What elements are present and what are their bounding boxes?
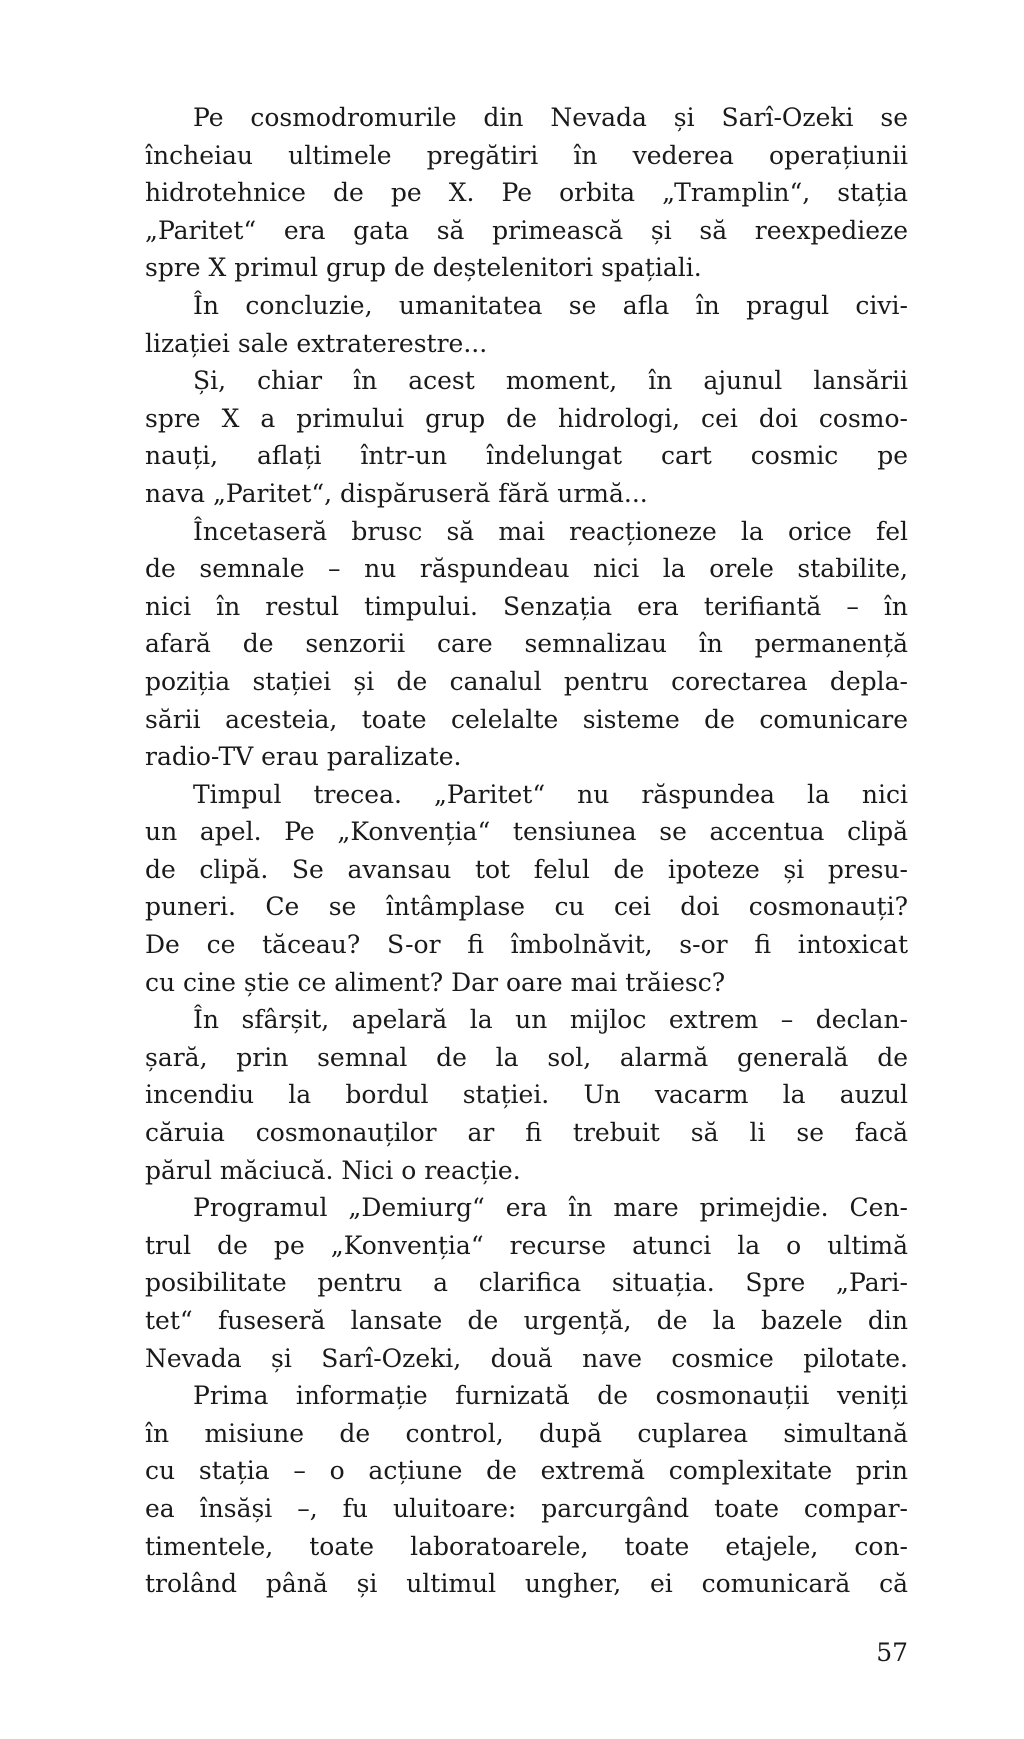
- text-line: incendiu la bordul stației. Un vacarm la auzul: [145, 1080, 908, 1110]
- text-line: Nevada și Sarî-Ozeki, două nave cosmice pilotate.: [145, 1343, 908, 1373]
- text-line: ea însăși –, fu uluitoare: parcurgând toate compar-: [145, 1493, 908, 1523]
- text-line: De ce tăceau? S-or fi îmbolnăvit, s-or fi intoxicat: [145, 930, 908, 960]
- text-line: Încetaseră brusc să mai reacționeze la orice fel: [193, 516, 908, 546]
- text-line: cu stația – o acțiune de extremă complexitate prin: [145, 1456, 908, 1486]
- text-line: de semnale – nu răspundeau nici la orele stabilite,: [145, 554, 908, 584]
- text-line: spre X primul grup de deștelenitori spațiali.: [145, 253, 702, 283]
- text-line: trolând până și ultimul ungher, ei comunicară că: [145, 1569, 908, 1599]
- text-line: Prima informație furnizată de cosmonauții veniți: [193, 1381, 908, 1411]
- text-line: în misiune de control, după cuplarea simultană: [145, 1418, 908, 1448]
- text-line: Timpul trecea. „Paritet“ nu răspundea la nici: [193, 779, 908, 809]
- text-line: poziția stației și de canalul pentru corectarea depla-: [145, 666, 908, 696]
- text-line: În concluzie, umanitatea se afla în pragul civi-: [193, 290, 908, 320]
- text-line: căruia cosmonauților ar fi trebuit să li se facă: [145, 1118, 908, 1148]
- text-line: lizației sale extraterestre...: [145, 328, 488, 358]
- text-line: nauți, aflați într-un îndelungat cart cosmic pe: [145, 441, 908, 471]
- text-line: spre X a primului grup de hidrologi, cei doi cosmo-: [145, 403, 908, 433]
- text-line: cu cine știe ce aliment? Dar oare mai trăiesc?: [145, 967, 726, 997]
- paragraph: [145, 776, 908, 1002]
- body-text: [145, 99, 908, 1603]
- text-line: timentele, toate laboratoarele, toate etajele, con-: [145, 1531, 908, 1561]
- paragraph: [145, 1189, 908, 1377]
- text-line: Pe cosmodromurile din Nevada și Sarî-Ozeki se: [193, 103, 908, 132]
- text-line: încheiau ultimele pregătiri în vederea operațiunii: [145, 140, 908, 170]
- text-line: În sfârșit, apelară la un mijloc extrem – declan-: [193, 1005, 908, 1035]
- text-line: tet“ fuseseră lansate de urgență, de la bazele din: [145, 1306, 908, 1335]
- paragraph: [145, 362, 908, 512]
- text-line: radio-TV erau paralizate.: [145, 742, 462, 772]
- text-line: sării acesteia, toate celelalte sisteme de comunicare: [145, 704, 908, 734]
- text-line: de clipă. Se avansau tot felul de ipoteze și presu-: [145, 854, 908, 884]
- text-line: Programul „Demiurg“ era în mare primejdie. Cen-: [193, 1193, 908, 1223]
- paragraph: [145, 99, 908, 287]
- page-number: 57: [876, 1638, 908, 1667]
- text-line: șară, prin semnal de la sol, alarmă generală de: [145, 1042, 908, 1072]
- text-line: posibilitate pentru a clarifica situația. Spre „Pari-: [145, 1268, 908, 1298]
- text-line: nici în restul timpului. Senzația era terifiantă – în: [145, 591, 908, 621]
- text-line: „Paritet“ era gata să primească și să reexpedieze: [145, 215, 908, 245]
- paragraph: [145, 1001, 908, 1189]
- paragraph: [145, 1377, 908, 1603]
- text-line: hidrotehnice de pe X. Pe orbita „Tramplin“, stația: [145, 178, 908, 208]
- text-line: trul de pe „Konvenția“ recurse atunci la o ultimă: [145, 1230, 908, 1260]
- text-line: nava „Paritet“, dispăruseră fără urmă...: [145, 478, 648, 508]
- text-line: un apel. Pe „Konvenția“ tensiunea se accentua clipă: [145, 817, 908, 847]
- paragraph: [145, 513, 908, 776]
- text-line: afară de senzorii care semnalizau în permanență: [145, 629, 908, 659]
- text-line: Și, chiar în acest moment, în ajunul lansării: [193, 366, 908, 396]
- text-line: părul măciucă. Nici o reacție.: [145, 1155, 521, 1185]
- paragraph: [145, 287, 908, 362]
- text-line: puneri. Ce se întâmplase cu cei doi cosmonauți?: [145, 892, 908, 922]
